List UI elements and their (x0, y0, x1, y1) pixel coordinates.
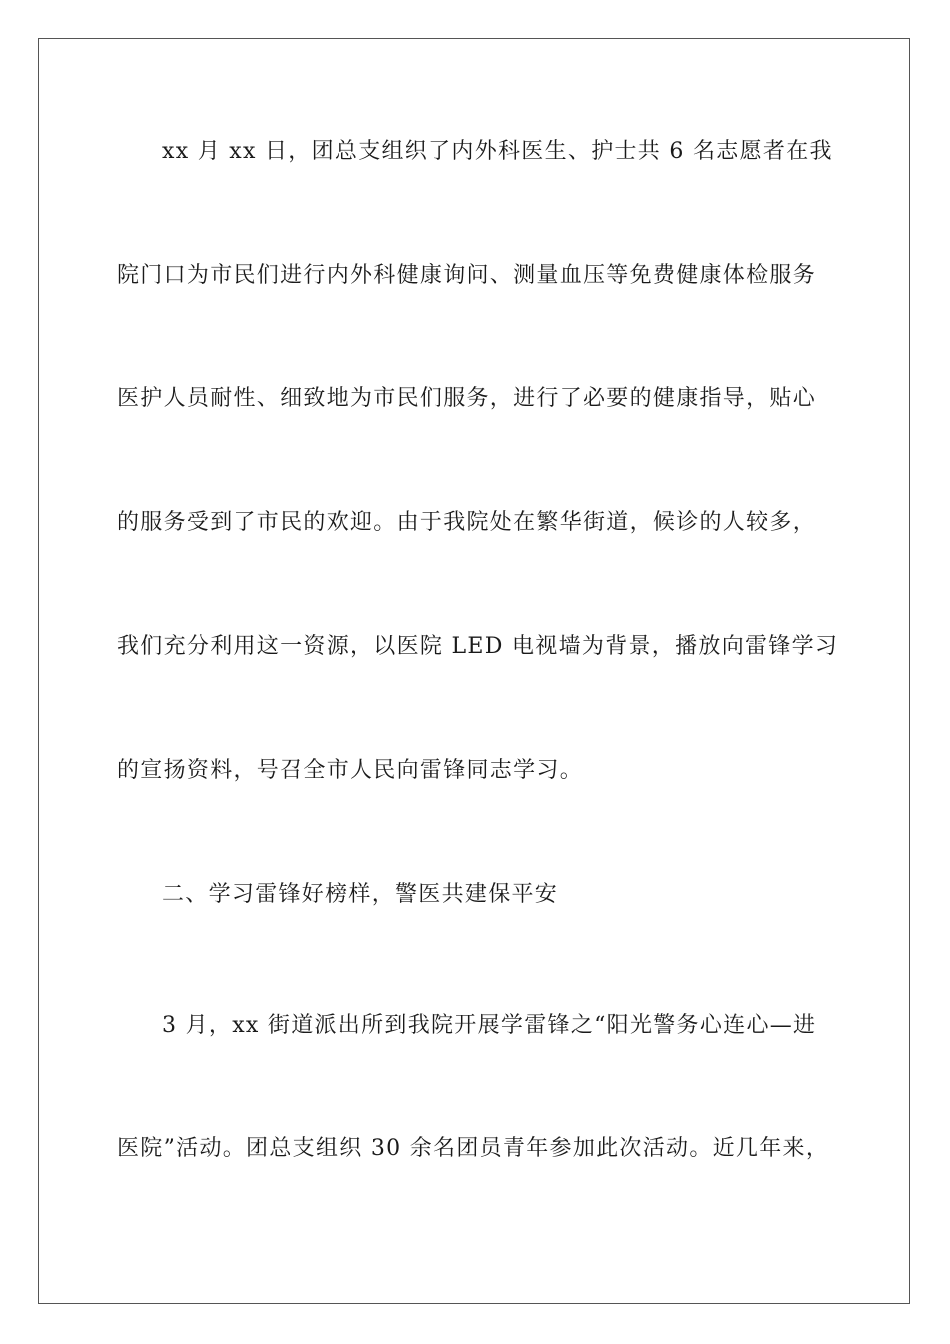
paragraph-line-7: 3 月，xx 街道派出所到我院开展学雷锋之“阳光警务心连心—进 (162, 1013, 817, 1038)
paragraph-line-4: 的服务受到了市民的欢迎。由于我院处在繁华街道，候诊的人较多， (117, 510, 817, 535)
paragraph-line-2: 院门口为市民们进行内外科健康询问、测量血压等免费健康体检服务 (117, 263, 817, 288)
paragraph-line-8: 医院”活动。团总支组织 30 余名团员青年参加此次活动。近几年来， (117, 1136, 830, 1161)
paragraph-line-6: 的宣扬资料，号召全市人民向雷锋同志学习。 (117, 758, 584, 783)
paragraph-line-5: 我们充分利用这一资源，以医院 LED 电视墙为背景，播放向雷锋学习 (117, 634, 839, 659)
paragraph-line-1: xx 月 xx 日，团总支组织了内外科医生、护士共 6 名志愿者在我 (162, 139, 833, 164)
page-frame (38, 38, 910, 1304)
paragraph-line-3: 医护人员耐性、细致地为市民们服务，进行了必要的健康指导，贴心 (117, 386, 817, 411)
section-heading: 二、学习雷锋好榜样，警医共建保平安 (162, 882, 559, 907)
